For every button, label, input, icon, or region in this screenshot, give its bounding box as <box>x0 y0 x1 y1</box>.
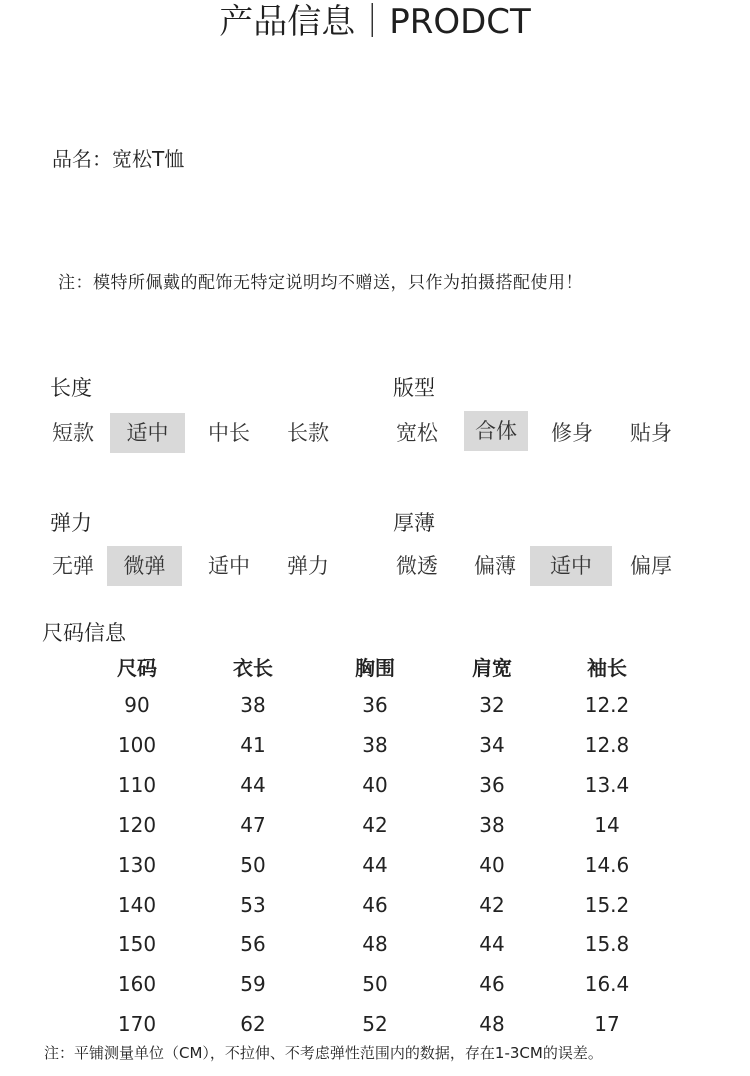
fit-option-tight: 贴身 <box>630 421 672 445</box>
thickness-option-thick: 偏厚 <box>630 554 672 578</box>
cell-sleeve: 17 <box>594 1012 620 1036</box>
cell-length: 59 <box>240 972 266 996</box>
fit-option-loose: 宽松 <box>396 421 438 445</box>
cell-sleeve: 13.4 <box>584 773 630 797</box>
cell-shoulder: 48 <box>479 1012 505 1036</box>
header-size: 尺码 <box>117 656 157 680</box>
cell-size: 120 <box>117 813 157 837</box>
cell-chest: 38 <box>362 733 388 757</box>
header-chest: 胸围 <box>355 656 395 680</box>
cell-size: 150 <box>117 932 157 956</box>
cell-shoulder: 46 <box>479 972 505 996</box>
fit-option-regular: 合体 <box>464 411 528 451</box>
cell-sleeve: 12.2 <box>584 693 630 717</box>
length-option-short: 短款 <box>52 421 94 445</box>
cell-sleeve: 12.8 <box>584 733 630 757</box>
cell-size: 140 <box>117 893 157 917</box>
cell-chest: 40 <box>362 773 388 797</box>
cell-shoulder: 40 <box>479 853 505 877</box>
cell-shoulder: 32 <box>479 693 505 717</box>
cell-sleeve: 14.6 <box>584 853 630 877</box>
cell-size: 100 <box>117 733 157 757</box>
length-option-long: 长款 <box>287 421 329 445</box>
accessory-note: 注：模特所佩戴的配饰无特定说明均不赠送，只作为拍摄搭配使用！ <box>58 273 583 293</box>
thickness-option-sheer: 微透 <box>396 554 438 578</box>
elasticity-option-stretch: 弹力 <box>287 554 329 578</box>
fit-option-slim: 修身 <box>551 421 593 445</box>
cell-shoulder: 42 <box>479 893 505 917</box>
cell-shoulder: 38 <box>479 813 505 837</box>
cell-chest: 50 <box>362 972 388 996</box>
cell-length: 41 <box>240 733 266 757</box>
fit-label: 版型 <box>393 376 435 400</box>
header-sleeve: 袖长 <box>587 656 627 680</box>
length-option-medium: 适中 <box>110 413 185 453</box>
elasticity-option-medium: 适中 <box>208 554 250 578</box>
cell-chest: 46 <box>362 893 388 917</box>
cell-size: 160 <box>117 972 157 996</box>
cell-length: 50 <box>240 853 266 877</box>
cell-length: 44 <box>240 773 266 797</box>
length-label: 长度 <box>50 376 92 400</box>
cell-length: 56 <box>240 932 266 956</box>
length-option-midlong: 中长 <box>208 421 250 445</box>
thickness-option-medium: 适中 <box>530 546 612 586</box>
cell-chest: 42 <box>362 813 388 837</box>
header-shoulder: 肩宽 <box>472 656 512 680</box>
cell-length: 47 <box>240 813 266 837</box>
cell-length: 38 <box>240 693 266 717</box>
cell-size: 90 <box>124 693 150 717</box>
cell-shoulder: 44 <box>479 932 505 956</box>
measurement-note: 注：平铺测量单位（CM），不拉伸、不考虑弹性范围内的数据，存在1-3CM的误差。 <box>44 1044 603 1062</box>
elasticity-option-none: 无弹 <box>52 554 94 578</box>
cell-size: 170 <box>117 1012 157 1036</box>
thickness-option-thin: 偏薄 <box>474 554 516 578</box>
elasticity-option-slight: 微弹 <box>107 546 182 586</box>
page-title: 产品信息｜PRODCT <box>219 2 531 42</box>
cell-chest: 52 <box>362 1012 388 1036</box>
cell-sleeve: 15.2 <box>584 893 630 917</box>
cell-chest: 48 <box>362 932 388 956</box>
cell-shoulder: 36 <box>479 773 505 797</box>
cell-sleeve: 14 <box>594 813 620 837</box>
cell-size: 130 <box>117 853 157 877</box>
product-name: 品名：宽松T恤 <box>52 147 185 171</box>
cell-length: 53 <box>240 893 266 917</box>
header-length: 衣长 <box>233 656 273 680</box>
size-info-title: 尺码信息 <box>42 621 126 645</box>
cell-chest: 36 <box>362 693 388 717</box>
cell-chest: 44 <box>362 853 388 877</box>
cell-size: 110 <box>117 773 157 797</box>
elasticity-label: 弹力 <box>50 511 92 535</box>
cell-shoulder: 34 <box>479 733 505 757</box>
thickness-label: 厚薄 <box>393 511 435 535</box>
cell-sleeve: 16.4 <box>584 972 630 996</box>
cell-sleeve: 15.8 <box>584 932 630 956</box>
cell-length: 62 <box>240 1012 266 1036</box>
